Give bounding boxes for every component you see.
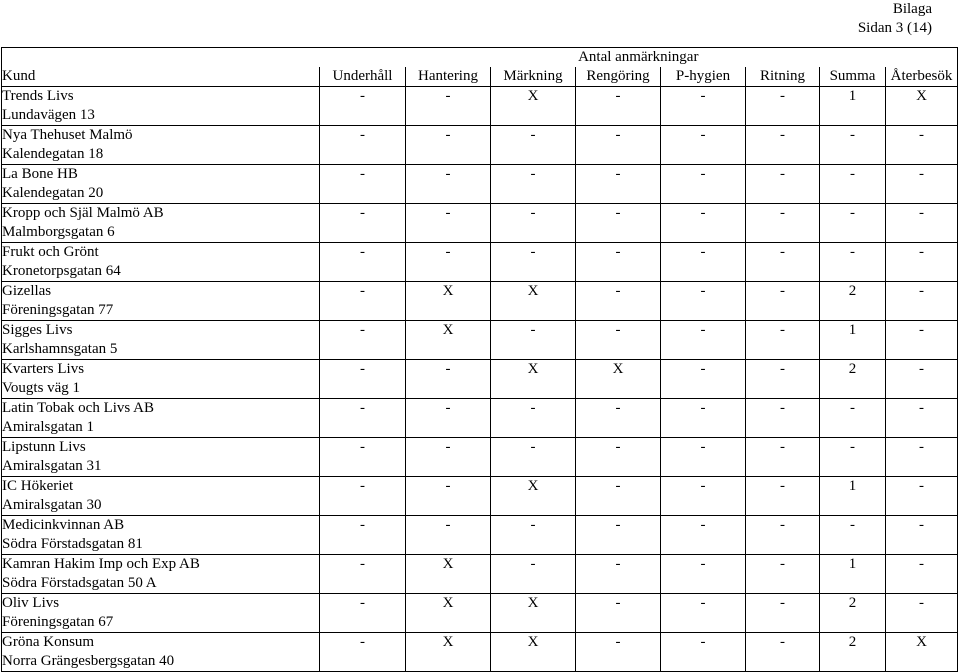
cell-value: - bbox=[406, 516, 491, 555]
customer-name: Gröna Konsum bbox=[2, 633, 320, 653]
cell-value: - bbox=[746, 633, 820, 672]
cell-value: - bbox=[886, 126, 958, 165]
cell-value: X bbox=[886, 87, 958, 126]
cell-value: X bbox=[491, 477, 576, 516]
cell-value: - bbox=[746, 438, 820, 477]
customer-name: Kropp och Själ Malmö AB bbox=[2, 204, 320, 224]
customer-address: Kalendegatan 18 bbox=[2, 145, 320, 165]
table-row bbox=[2, 438, 958, 458]
cell-value: - bbox=[576, 399, 661, 438]
cell-value: X bbox=[491, 594, 576, 633]
cell-value: - bbox=[746, 87, 820, 126]
cell-value: - bbox=[661, 282, 746, 321]
col-header-summa: Summa bbox=[820, 67, 886, 87]
cell-value: - bbox=[576, 282, 661, 321]
cell-value: - bbox=[661, 243, 746, 282]
table-row bbox=[2, 633, 958, 653]
cell-value: X bbox=[491, 282, 576, 321]
cell-value: - bbox=[576, 321, 661, 360]
cell-value: - bbox=[820, 126, 886, 165]
cell-value: - bbox=[661, 165, 746, 204]
cell-value: - bbox=[661, 477, 746, 516]
cell-value: - bbox=[820, 399, 886, 438]
cell-value: - bbox=[576, 243, 661, 282]
cell-value: - bbox=[886, 282, 958, 321]
cell-value: - bbox=[661, 126, 746, 165]
cell-value: - bbox=[746, 360, 820, 399]
cell-value: X bbox=[491, 633, 576, 672]
cell-value: - bbox=[661, 321, 746, 360]
customer-address: Föreningsgatan 67 bbox=[2, 613, 320, 633]
cell-value: - bbox=[320, 87, 406, 126]
cell-value: - bbox=[491, 165, 576, 204]
cell-value: - bbox=[576, 165, 661, 204]
table-row bbox=[2, 126, 958, 146]
cell-value: X bbox=[491, 87, 576, 126]
cell-value: - bbox=[576, 204, 661, 243]
cell-value: - bbox=[406, 243, 491, 282]
cell-value: - bbox=[320, 204, 406, 243]
cell-value: - bbox=[406, 360, 491, 399]
cell-value: - bbox=[491, 204, 576, 243]
cell-value: - bbox=[820, 204, 886, 243]
cell-value: - bbox=[746, 243, 820, 282]
cell-value: - bbox=[576, 126, 661, 165]
cell-value: - bbox=[886, 360, 958, 399]
cell-value: - bbox=[576, 594, 661, 633]
cell-value: - bbox=[491, 126, 576, 165]
customer-address: Föreningsgatan 77 bbox=[2, 301, 320, 321]
cell-value: - bbox=[576, 477, 661, 516]
cell-value: - bbox=[491, 243, 576, 282]
cell-value: - bbox=[661, 594, 746, 633]
page-header bbox=[858, 0, 932, 38]
cell-value: 1 bbox=[820, 555, 886, 594]
cell-value: - bbox=[406, 126, 491, 165]
cell-value: - bbox=[491, 516, 576, 555]
cell-value: - bbox=[886, 165, 958, 204]
col-header-rengoring: Rengöring bbox=[576, 67, 661, 87]
table-row bbox=[2, 555, 958, 575]
cell-value: - bbox=[886, 321, 958, 360]
cell-value: - bbox=[820, 516, 886, 555]
cell-value: X bbox=[406, 282, 491, 321]
inspection-table bbox=[1, 47, 958, 672]
cell-value: - bbox=[406, 399, 491, 438]
cell-value: X bbox=[491, 360, 576, 399]
customer-name: Lipstunn Livs bbox=[2, 438, 320, 458]
table-row bbox=[2, 282, 958, 302]
cell-value: - bbox=[661, 87, 746, 126]
cell-value: - bbox=[886, 594, 958, 633]
cell-value: - bbox=[746, 282, 820, 321]
cell-value: X bbox=[406, 555, 491, 594]
cell-value: - bbox=[746, 516, 820, 555]
table-row bbox=[2, 516, 958, 536]
cell-value: - bbox=[320, 243, 406, 282]
cell-value: - bbox=[320, 594, 406, 633]
cell-value: X bbox=[576, 360, 661, 399]
customer-address: Malmborgsgatan 6 bbox=[2, 223, 320, 243]
cell-value: - bbox=[576, 516, 661, 555]
cell-value: - bbox=[886, 243, 958, 282]
cell-value: - bbox=[886, 438, 958, 477]
table-row bbox=[2, 399, 958, 419]
cell-value: - bbox=[491, 399, 576, 438]
customer-name: Latin Tobak och Livs AB bbox=[2, 399, 320, 419]
customer-name: Sigges Livs bbox=[2, 321, 320, 341]
cell-value: - bbox=[320, 477, 406, 516]
table-row bbox=[2, 594, 958, 614]
customer-address: Lundavägen 13 bbox=[2, 106, 320, 126]
cell-value: - bbox=[746, 555, 820, 594]
cell-value: - bbox=[320, 165, 406, 204]
customer-address: Amiralsgatan 1 bbox=[2, 418, 320, 438]
customer-name: Kvarters Livs bbox=[2, 360, 320, 380]
cell-value: - bbox=[320, 516, 406, 555]
cell-value: - bbox=[820, 243, 886, 282]
cell-value: - bbox=[886, 516, 958, 555]
cell-value: - bbox=[661, 633, 746, 672]
cell-value: - bbox=[886, 204, 958, 243]
cell-value: - bbox=[320, 555, 406, 594]
customer-address: Vougts väg 1 bbox=[2, 379, 320, 399]
customer-address: Norra Grängesbergsgatan 40 bbox=[2, 652, 320, 672]
customer-address: Kalendegatan 20 bbox=[2, 184, 320, 204]
cell-value: - bbox=[320, 321, 406, 360]
cell-value: - bbox=[491, 555, 576, 594]
customer-name: Frukt och Grönt bbox=[2, 243, 320, 263]
cell-value: - bbox=[320, 360, 406, 399]
customer-name: Nya Thehuset Malmö bbox=[2, 126, 320, 146]
cell-value: - bbox=[491, 438, 576, 477]
table-row bbox=[2, 87, 958, 107]
cell-value: X bbox=[406, 594, 491, 633]
customer-name: Gizellas bbox=[2, 282, 320, 302]
cell-value: - bbox=[320, 282, 406, 321]
cell-value: - bbox=[491, 321, 576, 360]
cell-value: 1 bbox=[820, 321, 886, 360]
col-header-underhall: Underhåll bbox=[320, 67, 406, 87]
cell-value: - bbox=[661, 555, 746, 594]
cell-value: - bbox=[661, 438, 746, 477]
table-row bbox=[2, 204, 958, 224]
cell-value: 1 bbox=[820, 477, 886, 516]
cell-value: - bbox=[406, 165, 491, 204]
group-header: Antal anmärkningar bbox=[320, 48, 958, 68]
customer-name: La Bone HB bbox=[2, 165, 320, 185]
cell-value: - bbox=[576, 555, 661, 594]
customer-address: Kronetorpsgatan 64 bbox=[2, 262, 320, 282]
col-header-p-hygien: P-hygien bbox=[661, 67, 746, 87]
customer-name: Trends Livs bbox=[2, 87, 320, 107]
customer-address: Södra Förstadsgatan 50 A bbox=[2, 574, 320, 594]
cell-value: 2 bbox=[820, 282, 886, 321]
cell-value: - bbox=[886, 555, 958, 594]
cell-value: - bbox=[576, 87, 661, 126]
customer-address: Södra Förstadsgatan 81 bbox=[2, 535, 320, 555]
customer-name: Medicinkvinnan AB bbox=[2, 516, 320, 536]
cell-value: - bbox=[320, 438, 406, 477]
cell-value: - bbox=[576, 438, 661, 477]
col-header-aterbesok: Återbesök bbox=[886, 67, 958, 87]
cell-value: - bbox=[661, 516, 746, 555]
customer-name: Oliv Livs bbox=[2, 594, 320, 614]
cell-value: 1 bbox=[820, 87, 886, 126]
cell-value: - bbox=[661, 204, 746, 243]
cell-value: X bbox=[406, 633, 491, 672]
cell-value: X bbox=[406, 321, 491, 360]
customer-name: Kamran Hakim Imp och Exp AB bbox=[2, 555, 320, 575]
cell-value: - bbox=[886, 477, 958, 516]
cell-value: 2 bbox=[820, 360, 886, 399]
cell-value: - bbox=[746, 477, 820, 516]
cell-value: - bbox=[746, 321, 820, 360]
cell-value: - bbox=[746, 594, 820, 633]
cell-value: - bbox=[320, 633, 406, 672]
col-header-hantering: Hantering bbox=[406, 67, 491, 87]
col-header-ritning: Ritning bbox=[746, 67, 820, 87]
cell-value: - bbox=[661, 399, 746, 438]
cell-value: - bbox=[406, 204, 491, 243]
cell-value: - bbox=[746, 399, 820, 438]
customer-address: Amiralsgatan 31 bbox=[2, 457, 320, 477]
cell-value: - bbox=[820, 165, 886, 204]
customer-address: Amiralsgatan 30 bbox=[2, 496, 320, 516]
col-header-markning: Märkning bbox=[491, 67, 576, 87]
table-row bbox=[2, 243, 958, 263]
cell-value: - bbox=[661, 360, 746, 399]
cell-value: - bbox=[746, 204, 820, 243]
cell-value: - bbox=[576, 633, 661, 672]
cell-value: - bbox=[886, 399, 958, 438]
cell-value: - bbox=[406, 477, 491, 516]
group-header-row bbox=[2, 48, 958, 68]
table-row bbox=[2, 360, 958, 380]
page-number: Sidan 3 (14) bbox=[857, 20, 932, 36]
cell-value: - bbox=[406, 438, 491, 477]
cell-value: 2 bbox=[820, 594, 886, 633]
cell-value: 2 bbox=[820, 633, 886, 672]
cell-value: X bbox=[886, 633, 958, 672]
cell-value: - bbox=[406, 87, 491, 126]
customer-name: IC Hökeriet bbox=[2, 477, 320, 497]
cell-value: - bbox=[820, 438, 886, 477]
col-header-kund: Kund bbox=[2, 67, 320, 87]
column-header-row bbox=[2, 67, 958, 87]
cell-value: - bbox=[320, 126, 406, 165]
cell-value: - bbox=[746, 126, 820, 165]
attachment-label: Bilaga bbox=[892, 1, 932, 17]
table-row bbox=[2, 321, 958, 341]
table-row bbox=[2, 477, 958, 497]
cell-value: - bbox=[320, 399, 406, 438]
customer-address: Karlshamnsgatan 5 bbox=[2, 340, 320, 360]
table-row bbox=[2, 165, 958, 185]
cell-value: - bbox=[746, 165, 820, 204]
